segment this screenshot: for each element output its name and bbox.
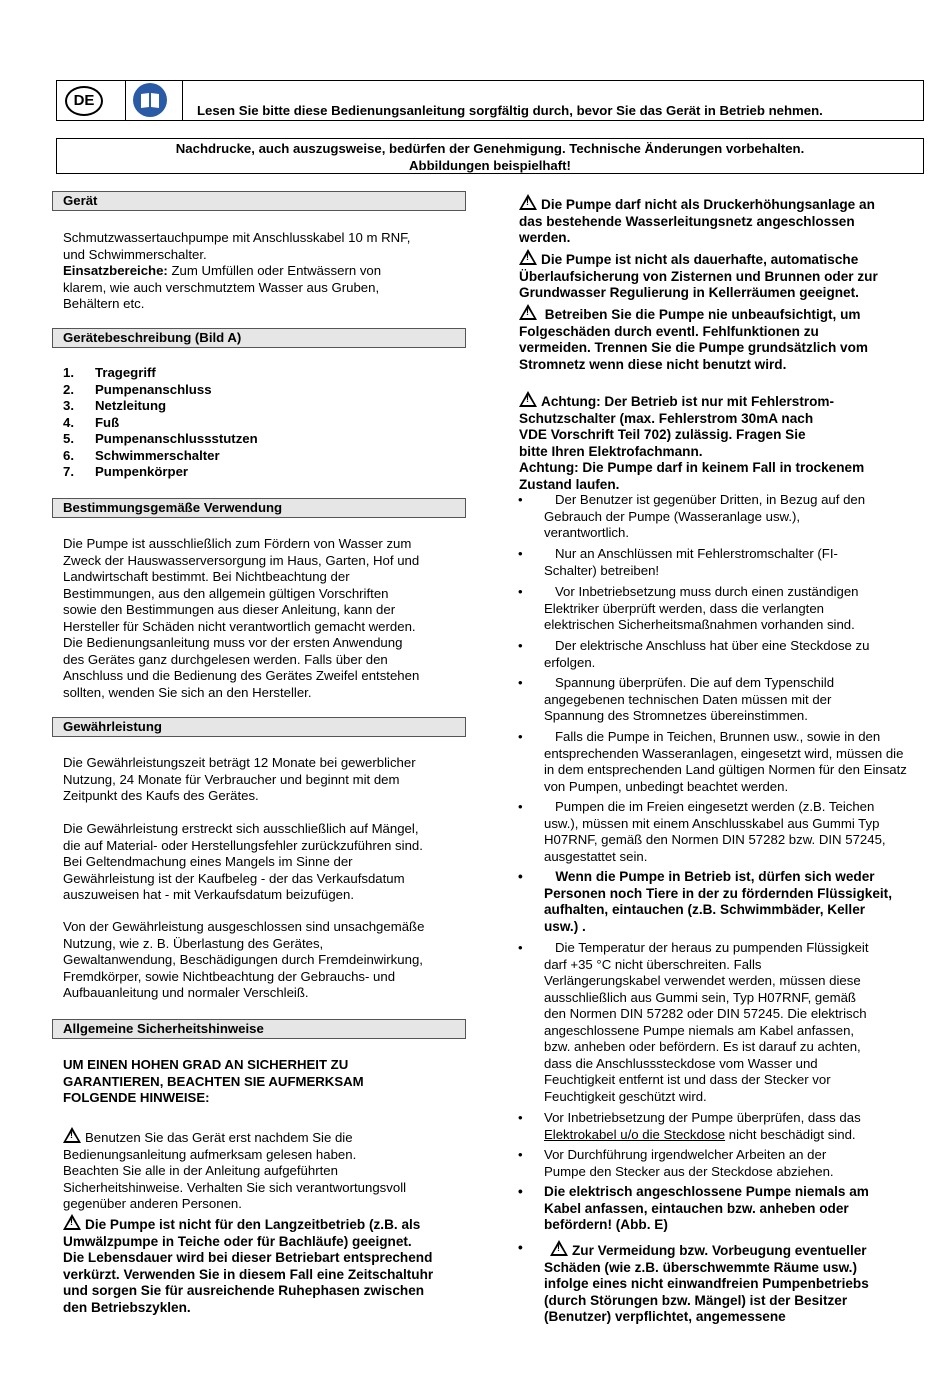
- bullet-text: [544, 940, 944, 1105]
- item-number: 7.: [63, 464, 74, 479]
- bullet-text: [544, 546, 944, 579]
- section-heading-beschreibung: Gerätebeschreibung (Bild A): [52, 328, 466, 348]
- text-line: Spannung überprüfen. Die auf dem Typenschild: [544, 675, 835, 690]
- text-line: bitte Ihren Elektrofachmann.: [519, 443, 703, 459]
- bullet-text: [544, 1240, 944, 1326]
- text-line: Kabel anfassen, eintauchen bzw. anheben oder: [544, 1200, 849, 1216]
- text-line: Hersteller für Schäden nicht verantwortlich gemacht werden.: [63, 618, 416, 634]
- text-line: Spannung des Stromnetzes übereinstimmen.: [544, 708, 808, 723]
- text-line: Von der Gewährleistung ausgeschlossen sind unsachgemäße: [63, 919, 425, 934]
- bullet-text: [544, 638, 944, 671]
- text-line: Beachten Sie alle in der Anleitung aufgeführten: [63, 1163, 338, 1178]
- warning-rcd: [519, 391, 919, 493]
- text-line: GARANTIEREN, BEACHTEN SIE AUFMERKSAM: [63, 1073, 364, 1089]
- text-line: Die Bedienungsanleitung muss vor der ersten Anwendung: [63, 635, 403, 650]
- warning-pressure: [519, 194, 919, 247]
- text-line: Die Lebensdauer wird bei dieser Betriebart entsprechend: [63, 1250, 433, 1265]
- text-line: den Normen DIN 57282 oder DIN 57245. Die elektrisch: [544, 1006, 867, 1021]
- text-line: des Gerätes ganz durchgelesen werden. Falls über den: [63, 651, 388, 667]
- section-heading-sicherheit: Allgemeine Sicherheitshinweise: [52, 1019, 466, 1039]
- text-line: bzw. anheben oder befördern. Es ist darauf zu achten,: [544, 1039, 861, 1054]
- text-line: Umwälzpumpe in Teiche oder für Bachläufe) geeignet.: [63, 1233, 412, 1249]
- bullet-dot: •: [518, 1240, 523, 1255]
- warning-icon: [63, 1127, 81, 1143]
- list-item: [63, 415, 258, 432]
- text-line: [519, 194, 919, 214]
- safety-caps: [63, 1057, 463, 1107]
- item-label: Netzleitung: [95, 398, 167, 413]
- gewaehr-text-1: [63, 755, 463, 805]
- text-line: Sicherheitshinweise. Verhalten Sie sich verantwortungsvoll: [63, 1179, 407, 1195]
- text-line: Vor Inbetriebsetzung der Pumpe überprüfen, dass das: [544, 1110, 861, 1125]
- list-item: [63, 365, 258, 382]
- text: Die Pumpe darf nicht als Druckerhöhungsanlage an: [541, 197, 875, 212]
- text-line: aufhalten, eintauchen (z.B. Schwimmbäder, Keller: [544, 902, 866, 917]
- text-line: Grundwasser Regulierung in Kellerräumen geeignet.: [519, 285, 859, 300]
- warning-icon: [519, 304, 537, 320]
- bullet-text: [544, 729, 950, 795]
- text-line: Vor Durchführung irgendwelcher Arbeiten an der: [544, 1147, 827, 1162]
- text-line: Schmutzwassertauchpumpe mit Anschlusskabel 10 m RNF,: [63, 230, 411, 245]
- text: Benutzen Sie das Gerät erst nachdem Sie die: [85, 1130, 353, 1145]
- text-line: usw.), müssen mit einem Anschlusskabel aus Gummi Typ: [544, 815, 880, 831]
- gewaehr-text-3: [63, 919, 463, 1002]
- text-line: Überlaufsicherung von Zisternen und Brunnen oder zur: [519, 268, 878, 284]
- item-number: 3.: [63, 398, 74, 413]
- text-line: angeschlossene Pumpe niemals am Kabel anfassen,: [544, 1022, 855, 1038]
- notice-line-2: Abbildungen beispielhaft!: [409, 157, 571, 173]
- text-line: Personen noch Tiere in der zu fördernden Flüssigkeit,: [544, 885, 892, 901]
- text-line: Zustand laufen.: [519, 476, 620, 492]
- section-heading-geraet: Gerät: [52, 191, 466, 211]
- text-line: Die elektrisch angeschlossene Pumpe niemals am: [544, 1184, 869, 1199]
- header-box: [56, 80, 924, 121]
- text-line: [519, 304, 919, 324]
- text-line: usw.) .: [544, 918, 586, 934]
- bullet-text: [544, 869, 944, 935]
- warning-icon: [519, 391, 537, 407]
- text: Zur Vermeidung bzw. Vorbeugung eventueller: [572, 1243, 867, 1258]
- text-line: Wenn die Pumpe in Betrieb ist, dürfen sich weder: [544, 869, 875, 884]
- icon-cell: [125, 81, 183, 120]
- text-line: Pumpe den Stecker aus der Steckdose abziehen.: [544, 1163, 834, 1179]
- list-item: [63, 398, 258, 415]
- text-line: und sorgen Sie für ausreichende Ruhephasen zwischen: [63, 1283, 425, 1298]
- text-line: befördern! (Abb. E): [544, 1217, 668, 1232]
- text-line: Stromnetz wenn diese nicht benutzt wird.: [519, 356, 787, 372]
- bullet-dot: •: [518, 1184, 523, 1199]
- notice-box: [56, 138, 924, 174]
- gewaehr-text-2: [63, 821, 463, 904]
- text-line: von Pumpen, unbedingt beachtet werden.: [544, 778, 789, 794]
- text-line: und Schwimmerschalter.: [63, 246, 207, 262]
- text-line: Anschluss und die Bedienung des Gerätes Zweifel entstehen: [63, 668, 420, 683]
- text-line: [519, 249, 919, 269]
- text-line: Falls die Pumpe in Teichen, Brunnen usw., sowie in den: [544, 729, 881, 744]
- bullet-text: [544, 675, 944, 725]
- text-line: [544, 1127, 944, 1144]
- manual-book-icon: [133, 83, 167, 117]
- bullet-dot: •: [518, 546, 523, 561]
- text: nicht beschädigt sind.: [725, 1126, 856, 1142]
- text-line: Nutzung, 24 Monate für Verbraucher und beginnt mit dem: [63, 771, 400, 787]
- text-line: gegenüber anderen Personen.: [63, 1196, 242, 1211]
- warning-icon: [63, 1214, 81, 1230]
- text: Die Pumpe ist nicht als dauerhafte, automatische: [541, 252, 859, 267]
- warning-unattended: [519, 304, 919, 373]
- text-line: Schutzschalter (max. Fehlerstrom 30mA nach: [519, 410, 814, 426]
- text-line: sowie den Bestimmungen aus dieser Anleitung, kann der: [63, 602, 396, 617]
- bullet-dot: •: [518, 638, 523, 653]
- text-line: Aufbauanleitung und normaler Verschleiß.: [63, 985, 309, 1000]
- bullet-dot: •: [518, 584, 523, 599]
- item-number: 5.: [63, 431, 74, 446]
- parts-list: [63, 365, 258, 481]
- bullet-text: [544, 1184, 944, 1234]
- section-heading-verwendung: Bestimmungsgemäße Verwendung: [52, 498, 466, 518]
- text: Die Pumpe ist nicht für den Langzeitbetrieb (z.B. als: [85, 1217, 421, 1232]
- text-line: darf +35 °C nicht überschreiten. Falls: [544, 956, 762, 972]
- text-line: UM EINEN HOHEN GRAD AN SICHERHEIT ZU: [63, 1057, 349, 1072]
- text-line: entsprechenden Wasseranlagen, eingesetzt wird, müssen die: [544, 745, 904, 761]
- bullet-dot: •: [518, 1110, 523, 1125]
- text-line: Schalter) betreiben!: [544, 562, 660, 578]
- item-number: 2.: [63, 381, 74, 397]
- einsatz-label: Einsatzbereiche:: [63, 263, 168, 278]
- underlined-text: Elektrokabel u/o die Steckdose: [544, 1126, 726, 1142]
- language-cell: [57, 81, 126, 120]
- text-line: den Betriebszyklen.: [63, 1299, 191, 1315]
- bullet-text: [544, 492, 944, 542]
- text-line: dass die Anschlusssteckdose vom Wasser und: [544, 1055, 818, 1071]
- text-line: Nutzung, wie z. B. Überlastung des Gerätes,: [63, 935, 324, 951]
- bullet-dot: •: [518, 675, 523, 690]
- item-label: Tragegriff: [95, 365, 156, 380]
- item-label: Pumpenanschlussstutzen: [95, 431, 258, 446]
- text-line: VDE Vorschrift Teil 702) zulässig. Fragen Sie: [519, 427, 806, 442]
- text-line: Verlängerungskabel verwendet werden, müssen diese: [544, 973, 861, 988]
- text-line: in dem entsprechenden Land gültigen Normen für den Einsatz: [544, 762, 907, 777]
- notice-line-1: Nachdrucke, auch auszugsweise, bedürfen der Genehmigung. Technische Änderungen vorbehalten.: [175, 141, 805, 156]
- text-line: Zeitpunkt des Kaufs des Gerätes.: [63, 788, 259, 803]
- text-line: klarem, wie auch verschmutztem Wasser aus Gruben,: [63, 279, 380, 295]
- text-line: Gebrauch der Pumpe (Wasseranlage usw.),: [544, 508, 801, 524]
- text-line: Die Gewährleistung erstreckt sich ausschließlich auf Mängel,: [63, 821, 419, 836]
- item-number: 1.: [63, 365, 74, 380]
- item-label: Fuß: [95, 414, 120, 430]
- text-line: das bestehende Wasserleitungsnetz angeschlossen: [519, 213, 855, 229]
- text-line: infolge eines nicht einwandfreien Pumpenbetriebs: [544, 1276, 869, 1291]
- item-label: Pumpenanschluss: [95, 381, 212, 397]
- text-line: ausgestattet sein.: [544, 848, 648, 864]
- text-line: angegebenen technischen Daten müssen mit der: [544, 691, 832, 707]
- warning-icon: [550, 1240, 568, 1256]
- text-line: Achtung: Die Pumpe darf in keinem Fall in trockenem: [519, 460, 865, 475]
- section-heading-gewaehr: Gewährleistung: [52, 717, 466, 737]
- text-line: H07RNF, gemäß den Normen DIN 57282 bzw. DIN 57245,: [544, 832, 886, 847]
- safety-warning-2: [63, 1214, 463, 1316]
- text-line: Bestimmungen, aus den allgemein gültigen Vorschriften: [63, 585, 389, 601]
- item-number: 6.: [63, 447, 74, 463]
- text-line: Fremdkörper, sowie Nichtbeachtung der Gebrauchs- und: [63, 968, 396, 984]
- verwendung-text: [63, 536, 463, 701]
- text-line: erfolgen.: [544, 654, 596, 670]
- bullet-dot: •: [518, 492, 523, 507]
- text-line: Gewährleistung ist der Kaufbeleg - der das Verkaufsdatum: [63, 870, 405, 886]
- text-line: [63, 1214, 463, 1234]
- text-line: Die Temperatur der heraus zu pumpenden Flüssigkeit: [544, 940, 869, 955]
- text-line: FOLGENDE HINWEISE:: [63, 1090, 210, 1105]
- text-line: Nur an Anschlüssen mit Fehlerstromschalter (FI-: [544, 546, 838, 561]
- text-line: werden.: [519, 230, 571, 245]
- text: Betreiben Sie die Pumpe nie unbeaufsichtigt, um: [541, 307, 861, 322]
- text-line: Die Pumpe ist ausschließlich zum Fördern von Wasser zum: [63, 536, 412, 551]
- list-item: [63, 448, 258, 465]
- bullet-dot: •: [518, 729, 523, 744]
- item-number: 4.: [63, 414, 74, 430]
- language-badge: DE: [65, 86, 103, 116]
- text-line: die auf Material- oder Herstellungsfehler zurückzuführen sind.: [63, 837, 423, 853]
- text-line: Vor Inbetriebsetzung muss durch einen zuständigen: [544, 584, 859, 599]
- bullet-text: [544, 1110, 944, 1143]
- item-label: Schwimmerschalter: [95, 447, 220, 463]
- text-line: Schäden (wie z.B. überschwemmte Räume usw.): [544, 1259, 857, 1275]
- text-line: elektrischen Sicherheitsmaßnahmen vorhanden sind.: [544, 617, 855, 632]
- text-line: (Benutzer) verpflichtet, angemessene: [544, 1309, 786, 1324]
- bullet-text: [544, 1147, 944, 1180]
- header-instruction: Lesen Sie bitte diese Bedienungsanleitung sorgfältig durch, bevor Sie das Gerät in Betrieb nehmen.: [197, 103, 823, 118]
- text-line: [519, 391, 919, 411]
- text-line: vermeiden. Trennen Sie die Pumpe grundsätzlich vom: [519, 340, 868, 355]
- text-line: Feuchtigkeit entfernt ist und dass der Stecker vor: [544, 1072, 831, 1087]
- list-item: [63, 382, 258, 399]
- text-line: verantwortlich.: [544, 525, 630, 540]
- text-line: Bedienungsanleitung aufmerksam gelesen haben.: [63, 1146, 357, 1162]
- text-line: ausschließlich aus Gummi sein, Typ H07RNF, gemäß: [544, 989, 856, 1005]
- text-line: Der Benutzer ist gegenüber Dritten, in Bezug auf den: [544, 492, 866, 507]
- text-line: Landwirtschaft bestimmt. Bei Nichtbeachtung der: [63, 569, 350, 584]
- text-line: Der elektrische Anschluss hat über eine Steckdose zu: [544, 638, 870, 653]
- einsatz-text: Zum Umfüllen oder Entwässern von: [167, 263, 382, 278]
- bullet-text: [544, 799, 944, 865]
- text-line: Zweck der Hauswasserversorgung im Haus, Garten, Hof und: [63, 552, 420, 568]
- text-line: [63, 1127, 463, 1147]
- bullet-dot: •: [518, 1147, 523, 1162]
- text-line: [544, 1240, 944, 1260]
- list-item: [63, 464, 258, 481]
- text-line: Gewaltanwendung, Beschädigungen durch Fremdeinwirkung,: [63, 952, 423, 967]
- text-line: Die Gewährleistungszeit beträgt 12 Monate bei gewerblicher: [63, 755, 416, 770]
- text-line: Behältern etc.: [63, 296, 145, 311]
- safety-warning-1: [63, 1127, 463, 1213]
- list-item: [63, 431, 258, 448]
- text-line: sollten, wenden Sie sich an den Hersteller.: [63, 684, 312, 700]
- bullet-text: [544, 584, 944, 634]
- text-line: Pumpen die im Freien eingesetzt werden (z.B. Teichen: [544, 799, 875, 814]
- text-line: Bei Geltendmachung eines Mangels im Sinne der: [63, 854, 353, 869]
- warning-overflow: [519, 249, 919, 302]
- text-line: auszuweisen hat - mit Verkaufsdatum beizufügen.: [63, 887, 355, 902]
- text-line: (durch Störungen bzw. Mängel) ist der Besitzer: [544, 1292, 848, 1308]
- warning-icon: [519, 249, 537, 265]
- text: Achtung: Der Betrieb ist nur mit Fehlerstrom-: [541, 394, 835, 409]
- text-line: Folgeschäden durch eventl. Fehlfunktionen zu: [519, 323, 819, 339]
- bullet-dot: •: [518, 940, 523, 955]
- bullet-dot: •: [518, 869, 523, 884]
- text-line: Elektriker überprüft werden, dass die verlangten: [544, 600, 825, 616]
- text-line: Feuchtigkeit geschützt wird.: [544, 1088, 707, 1104]
- warning-icon: [519, 194, 537, 210]
- bullet-dot: •: [518, 799, 523, 814]
- item-label: Pumpenkörper: [95, 464, 189, 479]
- geraet-text: [63, 230, 463, 313]
- text-line: [63, 263, 463, 280]
- text-line: verkürzt. Verwenden Sie in diesem Fall eine Zeitschaltuhr: [63, 1266, 434, 1282]
